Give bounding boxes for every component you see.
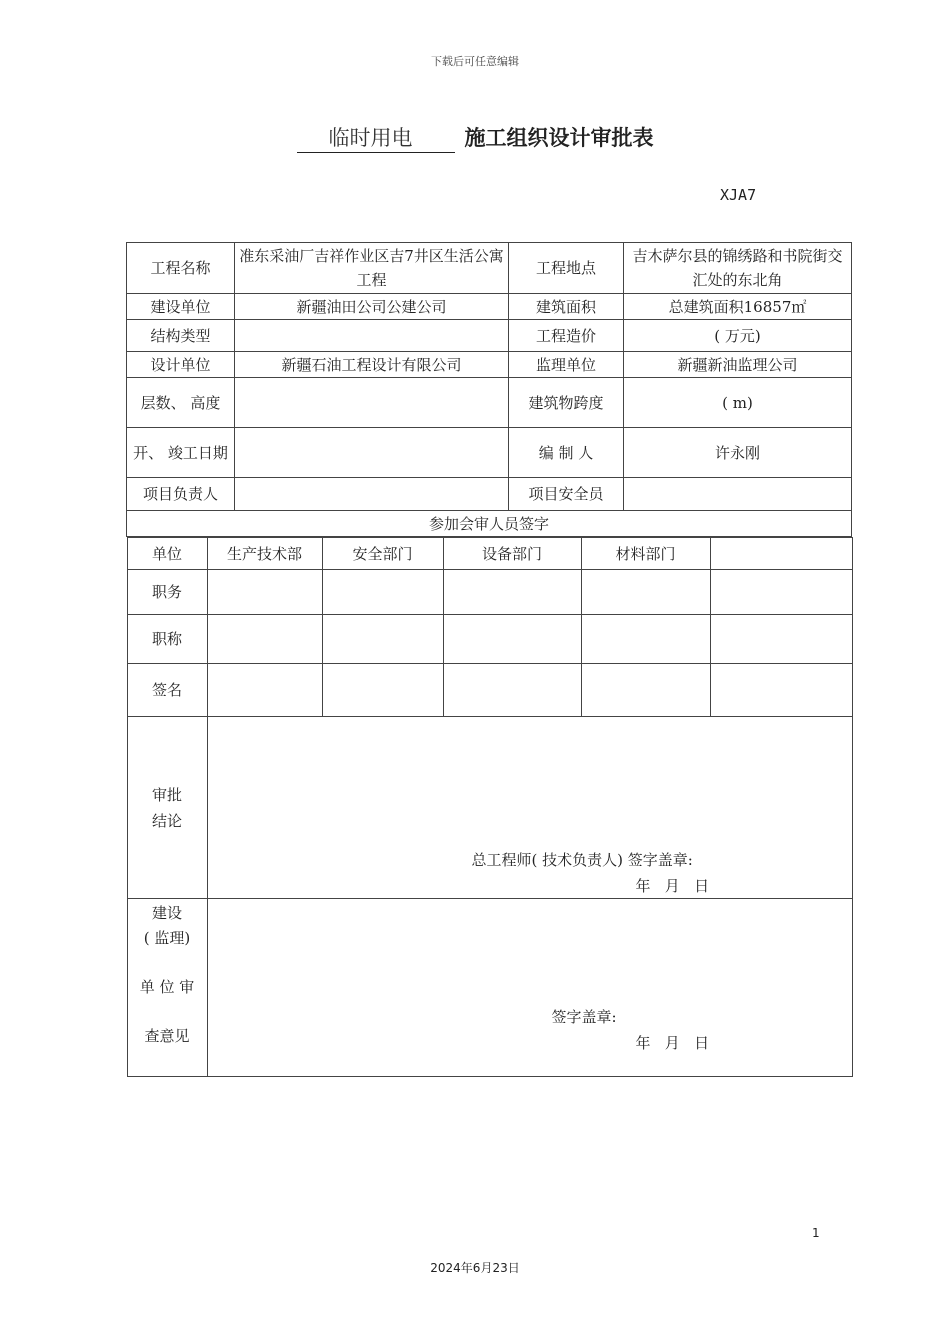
approval-signature: 总工程师( 技术负责人) 签字盖章: xyxy=(471,851,693,869)
owner-opinion-date: 年 月 日 xyxy=(635,1034,710,1052)
form-code: XJA7 xyxy=(720,186,757,204)
row-floors xyxy=(127,378,852,428)
value-author: 许永刚 xyxy=(624,428,852,478)
label-structure: 结构类型 xyxy=(127,320,235,352)
value-dates xyxy=(235,428,509,478)
approval-form xyxy=(126,242,852,1077)
review-row-signature xyxy=(127,664,852,717)
label-owner: 建设单位 xyxy=(127,294,235,320)
label-pm: 项目负责人 xyxy=(127,478,235,511)
label-floors: 层数、 高度 xyxy=(127,378,235,428)
value-project-name: 准东采油厂吉祥作业区吉7井区生活公寓工程 xyxy=(235,243,509,294)
title-underlined: 临时用电 xyxy=(297,122,455,153)
label-supervisor: 监理单位 xyxy=(509,352,624,378)
value-designer: 新疆石油工程设计有限公司 xyxy=(235,352,509,378)
review-row-label: 职称 xyxy=(127,615,207,664)
approval-row xyxy=(127,717,852,899)
review-row-title xyxy=(127,615,852,664)
review-grid xyxy=(127,537,853,1077)
row-review-heading xyxy=(127,511,852,537)
owner-opinion-label-1: 建设 xyxy=(151,904,182,922)
footer-date: 2024年6月23日 xyxy=(430,1261,520,1275)
value-structure xyxy=(235,320,509,352)
value-floors xyxy=(235,378,509,428)
label-safety: 项目安全员 xyxy=(509,478,624,511)
label-designer: 设计单位 xyxy=(127,352,235,378)
review-row-position xyxy=(127,570,852,615)
review-col-unit: 单位 xyxy=(127,538,207,570)
approval-label: 审批结论 xyxy=(151,785,182,830)
value-location: 吉木萨尔县的锦绣路和书院街交汇处的东北角 xyxy=(624,243,852,294)
value-cost: ( 万元) xyxy=(624,320,852,352)
value-pm xyxy=(235,478,509,511)
review-col-production: 生产技术部 xyxy=(207,538,322,570)
label-dates: 开、 竣工日期 xyxy=(127,428,235,478)
value-supervisor: 新疆新油监理公司 xyxy=(624,352,852,378)
review-row-label: 职务 xyxy=(127,570,207,615)
owner-opinion-label-4: 查意见 xyxy=(144,1027,190,1045)
label-project-name: 工程名称 xyxy=(127,243,235,294)
review-header-row xyxy=(127,538,852,570)
value-owner: 新疆油田公司公建公司 xyxy=(235,294,509,320)
label-location: 工程地点 xyxy=(509,243,624,294)
review-heading: 参加会审人员签字 xyxy=(127,511,852,537)
owner-opinion-label-2: ( 监理) xyxy=(143,929,191,947)
page-number: 1 xyxy=(812,1226,820,1240)
review-col-extra xyxy=(710,538,852,570)
approval-body xyxy=(207,717,852,899)
owner-opinion-body xyxy=(207,899,852,1077)
owner-opinion-signature: 签字盖章: xyxy=(551,1008,617,1026)
label-author: 编 制 人 xyxy=(509,428,624,478)
owner-opinion-label-3: 单 位 审 xyxy=(139,978,195,996)
approval-label-cell xyxy=(127,717,207,899)
row-managers xyxy=(127,478,852,511)
owner-opinion-row xyxy=(127,899,852,1077)
value-safety xyxy=(624,478,852,511)
review-col-equipment: 设备部门 xyxy=(443,538,581,570)
row-owner xyxy=(127,294,852,320)
owner-opinion-label-cell xyxy=(127,899,207,1077)
label-span: 建筑物跨度 xyxy=(509,378,624,428)
label-cost: 工程造价 xyxy=(509,320,624,352)
header-note: 下载后可任意编辑 xyxy=(431,55,519,68)
page-title xyxy=(0,122,950,153)
row-dates xyxy=(127,428,852,478)
review-grid-cell xyxy=(127,537,852,1078)
row-designer xyxy=(127,352,852,378)
review-col-materials: 材料部门 xyxy=(581,538,710,570)
value-span: ( m) xyxy=(624,378,852,428)
review-col-safety: 安全部门 xyxy=(322,538,443,570)
row-structure xyxy=(127,320,852,352)
label-area: 建筑面积 xyxy=(509,294,624,320)
row-project-name xyxy=(127,243,852,294)
approval-date: 年 月 日 xyxy=(635,877,710,895)
value-area: 总建筑面积16857㎡ xyxy=(624,294,852,320)
row-review-grid xyxy=(127,537,852,1078)
title-main: 施工组织设计审批表 xyxy=(464,126,654,150)
review-row-label: 签名 xyxy=(127,664,207,717)
